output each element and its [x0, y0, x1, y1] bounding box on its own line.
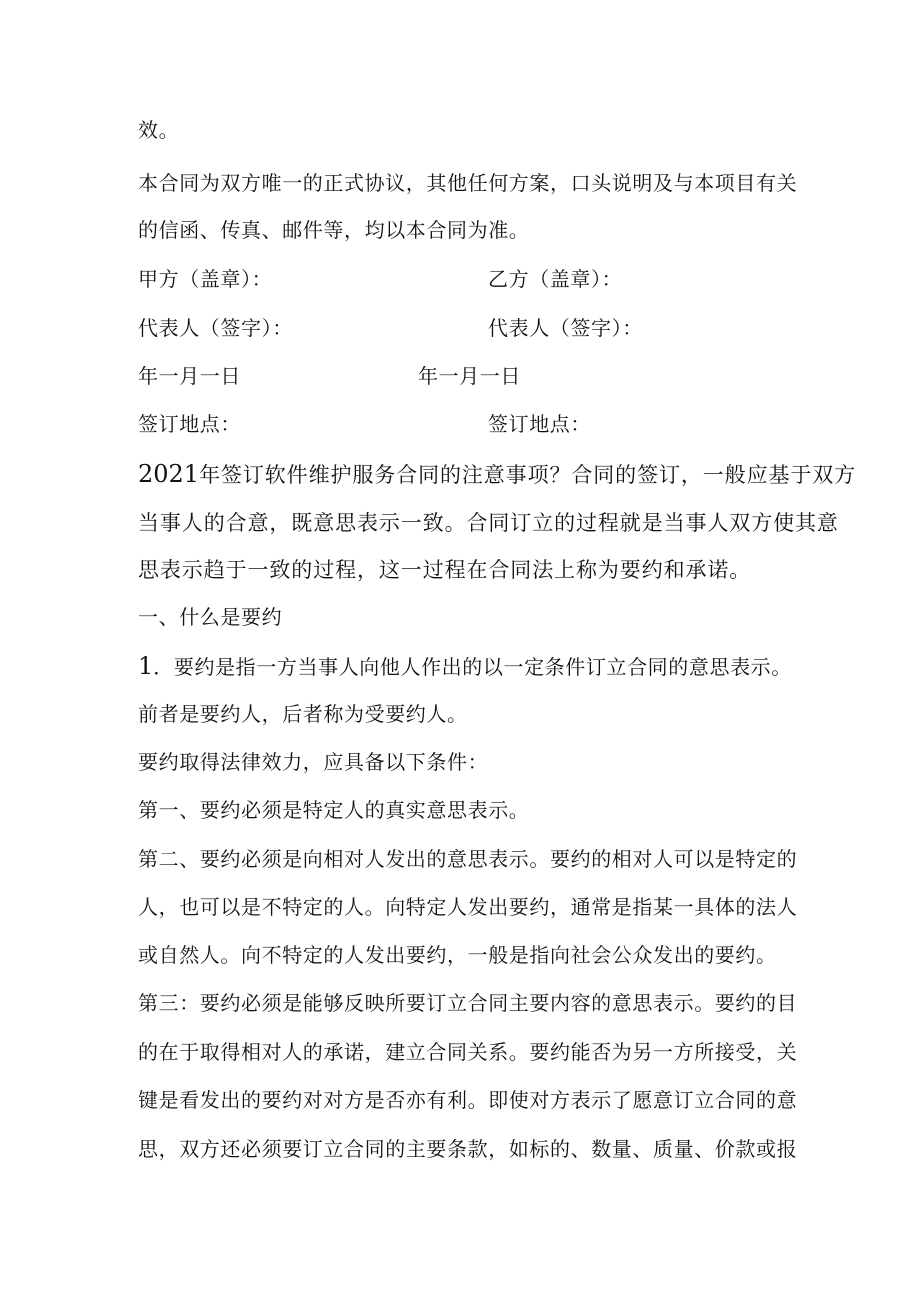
text-line: 本合同为双方唯一的正式协议，其他任何方案，口头说明及与本项目有关: [138, 171, 798, 195]
intro-line: 当事人的合意，既意思表示一致。合同订立的过程就是当事人双方使其意: [138, 511, 839, 535]
condition-1: 第一、要约必须是特定人的真实意思表示。: [138, 798, 530, 822]
item-number: 1: [138, 652, 154, 680]
section-heading: 一、什么是要约: [138, 605, 283, 629]
condition-3-line: 的在于取得相对人的承诺，建立合同关系。要约能否为另一方所接受，关: [138, 1040, 798, 1064]
party-a-place-label: 签订地点：: [138, 412, 241, 436]
party-b-rep-label: 代表人（签字）：: [488, 316, 643, 340]
party-b-date: 年一月一日: [418, 364, 521, 388]
text-line: 效。: [138, 118, 180, 142]
condition-3-line: 键是看发出的要约对对方是否亦有利。即使对方表示了愿意订立合同的意: [138, 1088, 798, 1112]
conditions-intro: 要约取得法律效力，应具备以下条件：: [138, 750, 489, 774]
party-a-date: 年一月一日: [138, 364, 241, 388]
item-text: ．要约是指一方当事人向他人作出的以一定条件订立合同的意思表示。: [153, 655, 792, 679]
condition-2-line: 第二、要约必须是向相对人发出的意思表示。要约的相对人可以是特定的: [138, 847, 798, 871]
intro-year: 2021: [138, 460, 200, 488]
party-b-seal-label: 乙方（盖章）：: [488, 267, 623, 291]
condition-3-line: 第三：要约必须是能够反映所要订立合同主要内容的意思表示。要约的目: [138, 991, 798, 1015]
party-a-seal-label: 甲方（盖章）：: [138, 267, 273, 291]
party-a-rep-label: 代表人（签字）：: [138, 316, 293, 340]
item-line: [138, 652, 792, 681]
item-line: 前者是要约人，后者称为受要约人。: [138, 702, 468, 726]
intro-line: 思表示趋于一致的过程，这一过程在合同法上称为要约和承诺。: [138, 558, 752, 582]
intro-line: [138, 460, 856, 489]
condition-3-line: 思，双方还必须要订立合同的主要条款，如标的、数量、质量、价款或报: [138, 1137, 798, 1161]
condition-2-line: 人，也可以是不特定的人。向特定人发出要约，通常是指某一具体的法人: [138, 895, 798, 919]
intro-line-rest: 年签订软件维护服务合同的注意事项？合同的签订，一般应基于双方: [199, 463, 857, 487]
party-b-place-label: 签订地点：: [488, 412, 591, 436]
text-line: 的信函、传真、邮件等，均以本合同为准。: [138, 218, 530, 242]
condition-2-line: 或自然人。向不特定的人发出要约，一般是指向社会公众发出的要约。: [138, 943, 777, 967]
